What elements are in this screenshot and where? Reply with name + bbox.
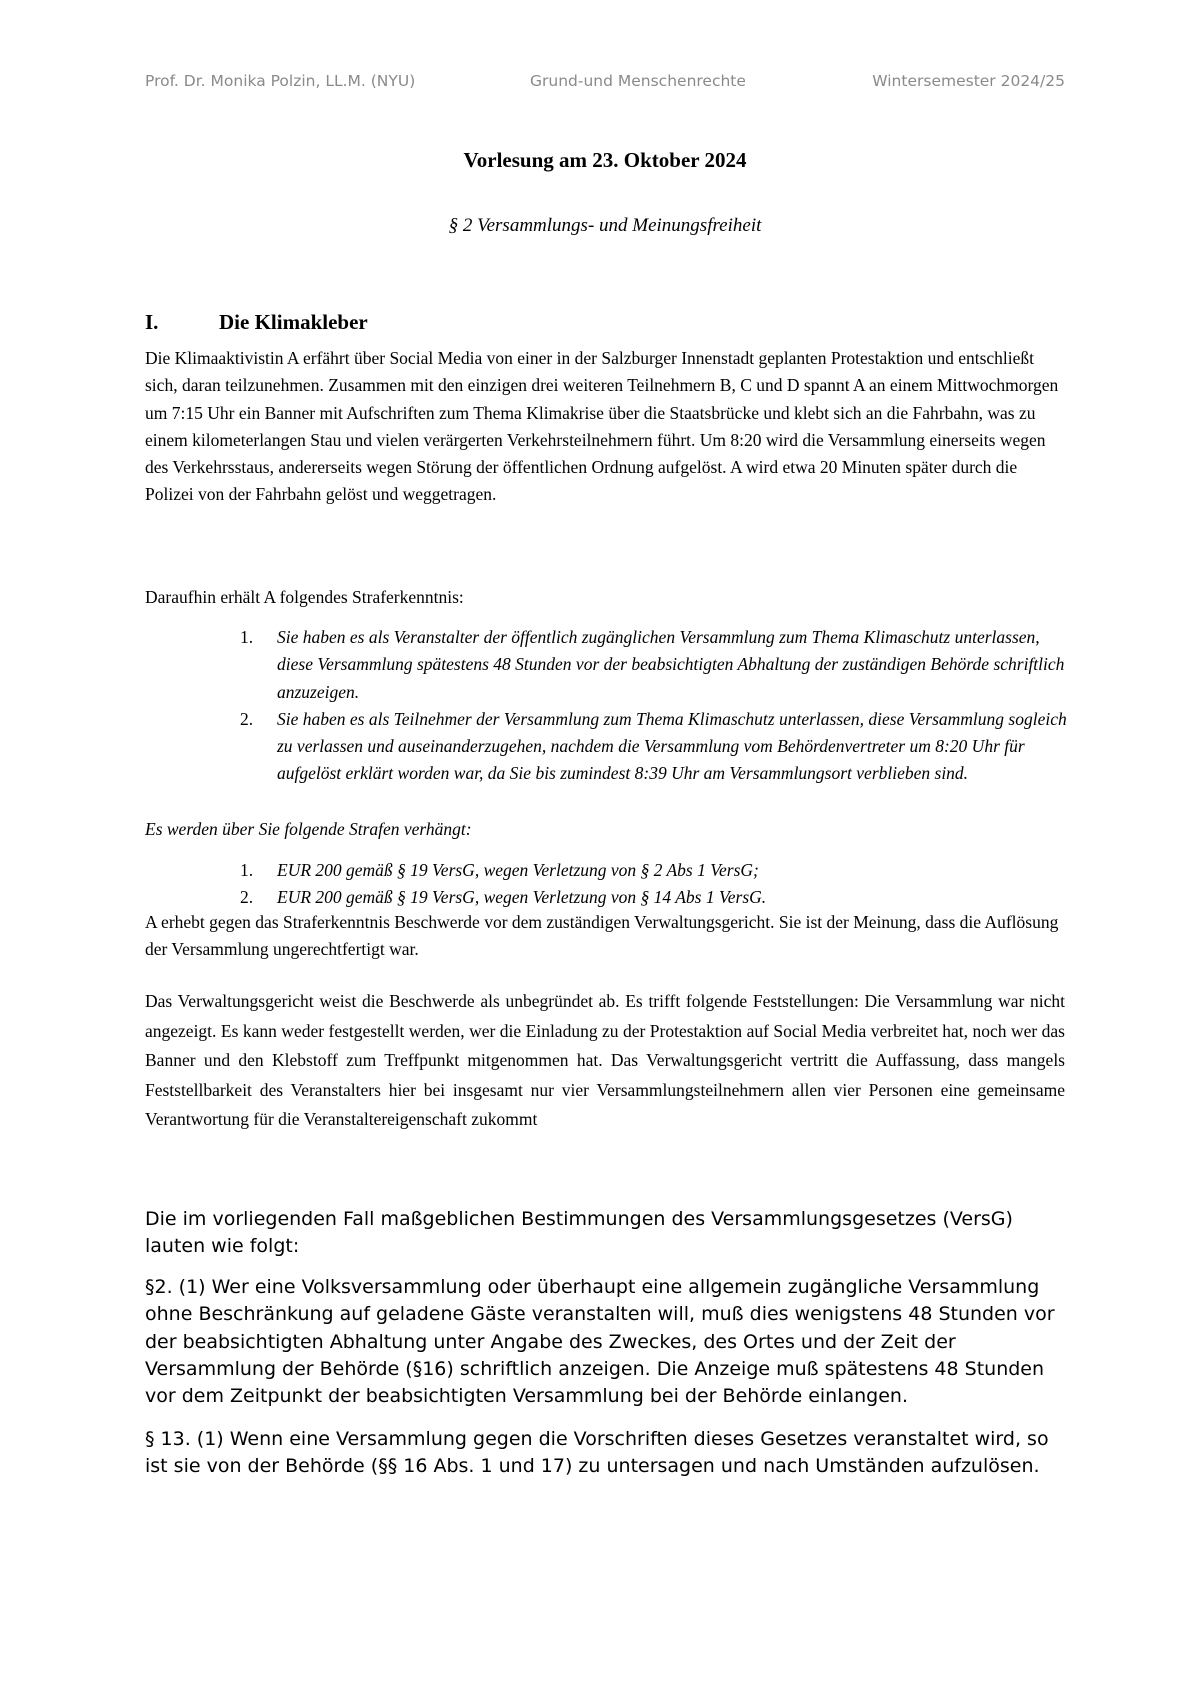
ruling-intro: Daraufhin erhält A folgendes Straferkenntnis: [145,587,464,607]
section-number: I. [145,310,159,334]
penalty-text: EUR 200 gemäß § 19 VersG, wegen Verletzung von § 14 Abs 1 VersG. [277,887,767,908]
section-heading-text: Die Klimakleber [219,310,368,334]
penalty-text: EUR 200 gemäß § 19 VersG, wegen Verletzung von § 2 Abs 1 VersG; [277,860,759,880]
statutes-intro: Die im vorliegenden Fall maßgeblichen Bestimmungen des Versammlungsgesetzes (VersG) lauten wie folgt: [145,1208,1013,1258]
charge-text: Sie haben es als Teilnehmer der Versammlung zum Thema Klimaschutz unterlassen, diese Versammlung sogleich zu verlassen und auseinanderzugehen, nachdem die Versammlung vom Behördenvertreter um 8:20 Uhr für aufgelöst erklärt worden war, da Sie bis zumindest 8:39 Uhr am Versammlungsort verblieben sind. [277,708,1067,784]
list-marker: 2. [240,887,254,908]
section-subtitle: § 2 Versammlungs- und Meinungsfreiheit [448,215,762,236]
page-header [145,72,1065,100]
facts-paragraph: Die Klimaaktivistin A erfährt über Social Media von einer in der Salzburger Innenstadt geplanten Protestaktion und entschließt sich, daran teilzunehmen. Zusammen mit den einzigen drei weiteren Teilnehmern B, C und D spannt A an einem Mittwochmorgen um 7:15 Uhr ein Banner mit Aufschriften zum Thema Klimakrise über die Staatsbrücke und klebt sich an die Fahrbahn, was zu einem kilometerlangen Stau und vielen verärgerten Verkehrsteilnehmern führt. Um 8:20 wird die Versammlung einerseits wegen des Verkehrsstaus, andererseits wegen Störung der öffentlichen Ordnung aufgelöst. A wird etwa 20 Minuten später durch die Polizei von der Fahrbahn gelöst und weggetragen. [145,348,1059,505]
list-item [145,857,1065,884]
statute-section-2: §2. (1) Wer eine Volksversammlung oder überhaupt eine allgemein zugängliche Versammlung ohne Beschränkung auf geladene Gäste veranstalten will, muß dies wenigstens 48 Stunden vor der beabsichtigten Abhaltung unter Angabe des Zweckes, des Ortes und der Zeit der Versammlung der Behörde (§16) schriftlich anzeigen. Die Anzeige muß spätestens 48 Stunden vor dem Zeitpunkt der beabsichtigten Versammlung bei der Behörde einlangen. [145,1276,1055,1408]
list-item [145,624,1065,706]
court-paragraph: Das Verwaltungsgericht weist die Beschwerde als unbegründet ab. Es trifft folgende Feststellungen: Die Versammlung war nicht angezeigt. Es kann weder festgestellt werden, wer die Einladung zu der Protestaktion auf Social Media verbreitet hat, noch wer das Banner und den Klebstoff zum Treffpunkt mitgenommen hat. Das Verwaltungsgericht vertritt die Auffassung, dass mangels Feststellbarkeit des Veranstalters hier bei insgesamt nur vier Versammlungsteilnehmern allen vier Personen eine gemeinsame Verantwortung für die Veranstaltereigenschaft zukommt [145,991,1065,1129]
list-marker: 1. [240,627,254,647]
penalty-intro: Es werden über Sie folgende Strafen verhängt: [145,819,472,839]
header-semester: Wintersemester 2024/25 [872,72,1065,90]
statute-section-13: § 13. (1) Wenn eine Versammlung gegen die Vorschriften dieses Gesetzes veranstaltet wird, so ist sie von der Behörde (§§ 16 Abs. 1 und 17) zu untersagen und nach Umständen aufzulösen. [145,1428,1049,1478]
section-heading [145,310,1065,335]
list-marker: 2. [240,708,254,729]
list-marker: 1. [240,860,254,880]
charges-list [145,624,1065,788]
list-item [145,884,1065,911]
header-author: Prof. Dr. Monika Polzin, LL.M. (NYU) [145,72,416,90]
charge-text: Sie haben es als Veranstalter der öffentlich zugänglichen Versammlung zum Thema Klimaschutz unterlassen, diese Versammlung spätestens 48 Stunden vor der beabsichtigten Abhaltung der zuständigen Behörde schriftlich anzuzeigen. [277,627,1065,702]
lecture-title: Vorlesung am 23. Oktober 2024 [463,148,747,172]
penalties-list [145,857,1065,912]
list-item [145,706,1065,788]
complaint-paragraph: A erhebt gegen das Straferkenntnis Beschwerde vor dem zuständigen Verwaltungsgericht. Sie ist der Meinung, dass die Auflösung der Versammlung ungerechtfertigt war. [145,912,1059,960]
header-course: Grund-und Menschenrechte [530,72,746,90]
